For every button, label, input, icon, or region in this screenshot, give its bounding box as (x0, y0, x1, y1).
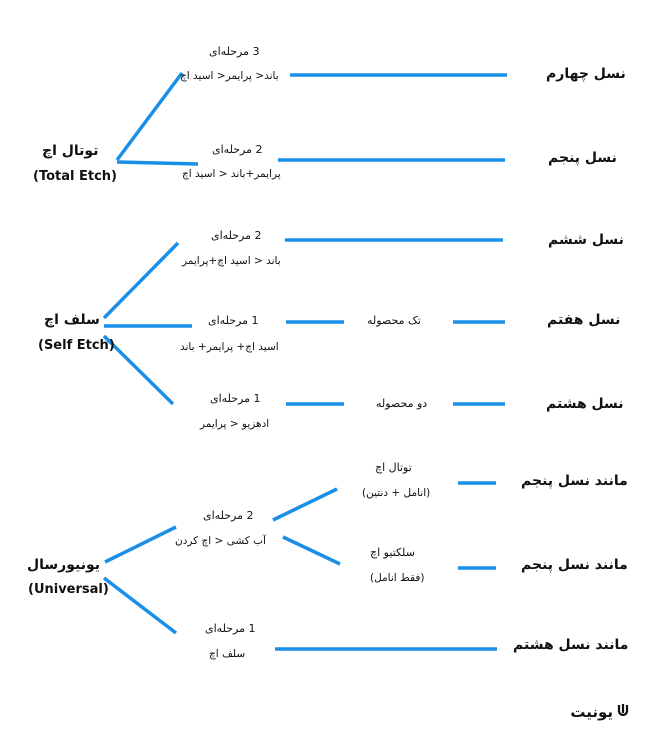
total-etch-title: توتال اچ (42, 143, 99, 159)
brand-logo (570, 702, 632, 722)
connector-self-etch-to-sixth (104, 243, 178, 318)
seventh-generation-label: نسل هفتم (547, 312, 621, 328)
universal-total-etch-name: توتال اچ (375, 461, 412, 474)
brand-logo-icon (616, 702, 632, 722)
fourth-gen-sequence: باند< پرایمر< اسید اچ (180, 70, 279, 82)
total-etch-subtitle: (Total Etch) (33, 169, 117, 184)
universal-one-step-steps: 1 مرحله‌ای (205, 622, 256, 635)
connector-total-etch-to-fourth (117, 73, 182, 160)
universal-two-step-steps: 2 مرحله‌ای (203, 509, 254, 522)
connector-two-step-to-selective-etch (283, 537, 340, 564)
sixth-gen-steps: 2 مرحله‌ای (211, 229, 262, 242)
universal-two-step-sequence: آب کشی < اچ کردن (175, 535, 266, 547)
universal-subtitle: (Universal) (28, 582, 109, 597)
sixth-generation-label: نسل ششم (548, 232, 624, 248)
eighth-gen-steps: 1 مرحله‌ای (210, 392, 261, 405)
fourth-generation-label: نسل چهارم (546, 66, 626, 82)
seventh-gen-steps: 1 مرحله‌ای (208, 314, 259, 327)
eighth-gen-sequence: ادهزیو < پرایمر (200, 418, 270, 430)
universal-total-etch-detail: (انامل + دنتین) (362, 487, 431, 499)
universal-selective-etch-detail: (فقط انامل) (370, 572, 425, 584)
single-bottle-label: تک محصوله (367, 314, 421, 327)
universal-title: یونیورسال (27, 557, 101, 573)
fifth-gen-sequence: پرایمر+باند < اسید اچ (182, 168, 281, 180)
self-etch-subtitle: (Self Etch) (38, 338, 115, 353)
universal-total-etch-result: مانند نسل پنجم (521, 473, 628, 489)
fifth-gen-steps: 2 مرحله‌ای (212, 143, 263, 156)
seventh-gen-sequence: اسید اچ+ پرایمر+ باند (180, 341, 279, 353)
connector-two-step-to-total-etch (273, 489, 337, 520)
fifth-generation-label: نسل پنجم (548, 150, 617, 166)
connector-universal-to-one-step (104, 578, 176, 633)
self-etch-title: سلف اچ (44, 312, 100, 328)
universal-self-etch-result: مانند نسل هشتم (513, 637, 629, 653)
connector-universal-to-two-step (105, 527, 176, 562)
fourth-gen-steps: 3 مرحله‌ای (209, 45, 260, 58)
universal-selective-etch-result: مانند نسل پنجم (521, 557, 628, 573)
connector-total-etch-to-fifth (117, 162, 198, 164)
sixth-gen-sequence: باند < اسید اچ+پرایمر (182, 255, 281, 267)
two-bottle-label: دو محصوله (376, 397, 428, 410)
universal-one-step-sequence: سلف اچ (209, 648, 246, 660)
brand-logo-text: یونیت (570, 703, 613, 721)
eighth-generation-label: نسل هشتم (546, 396, 624, 412)
universal-selective-etch-name: سلکتیو اچ (370, 546, 415, 559)
